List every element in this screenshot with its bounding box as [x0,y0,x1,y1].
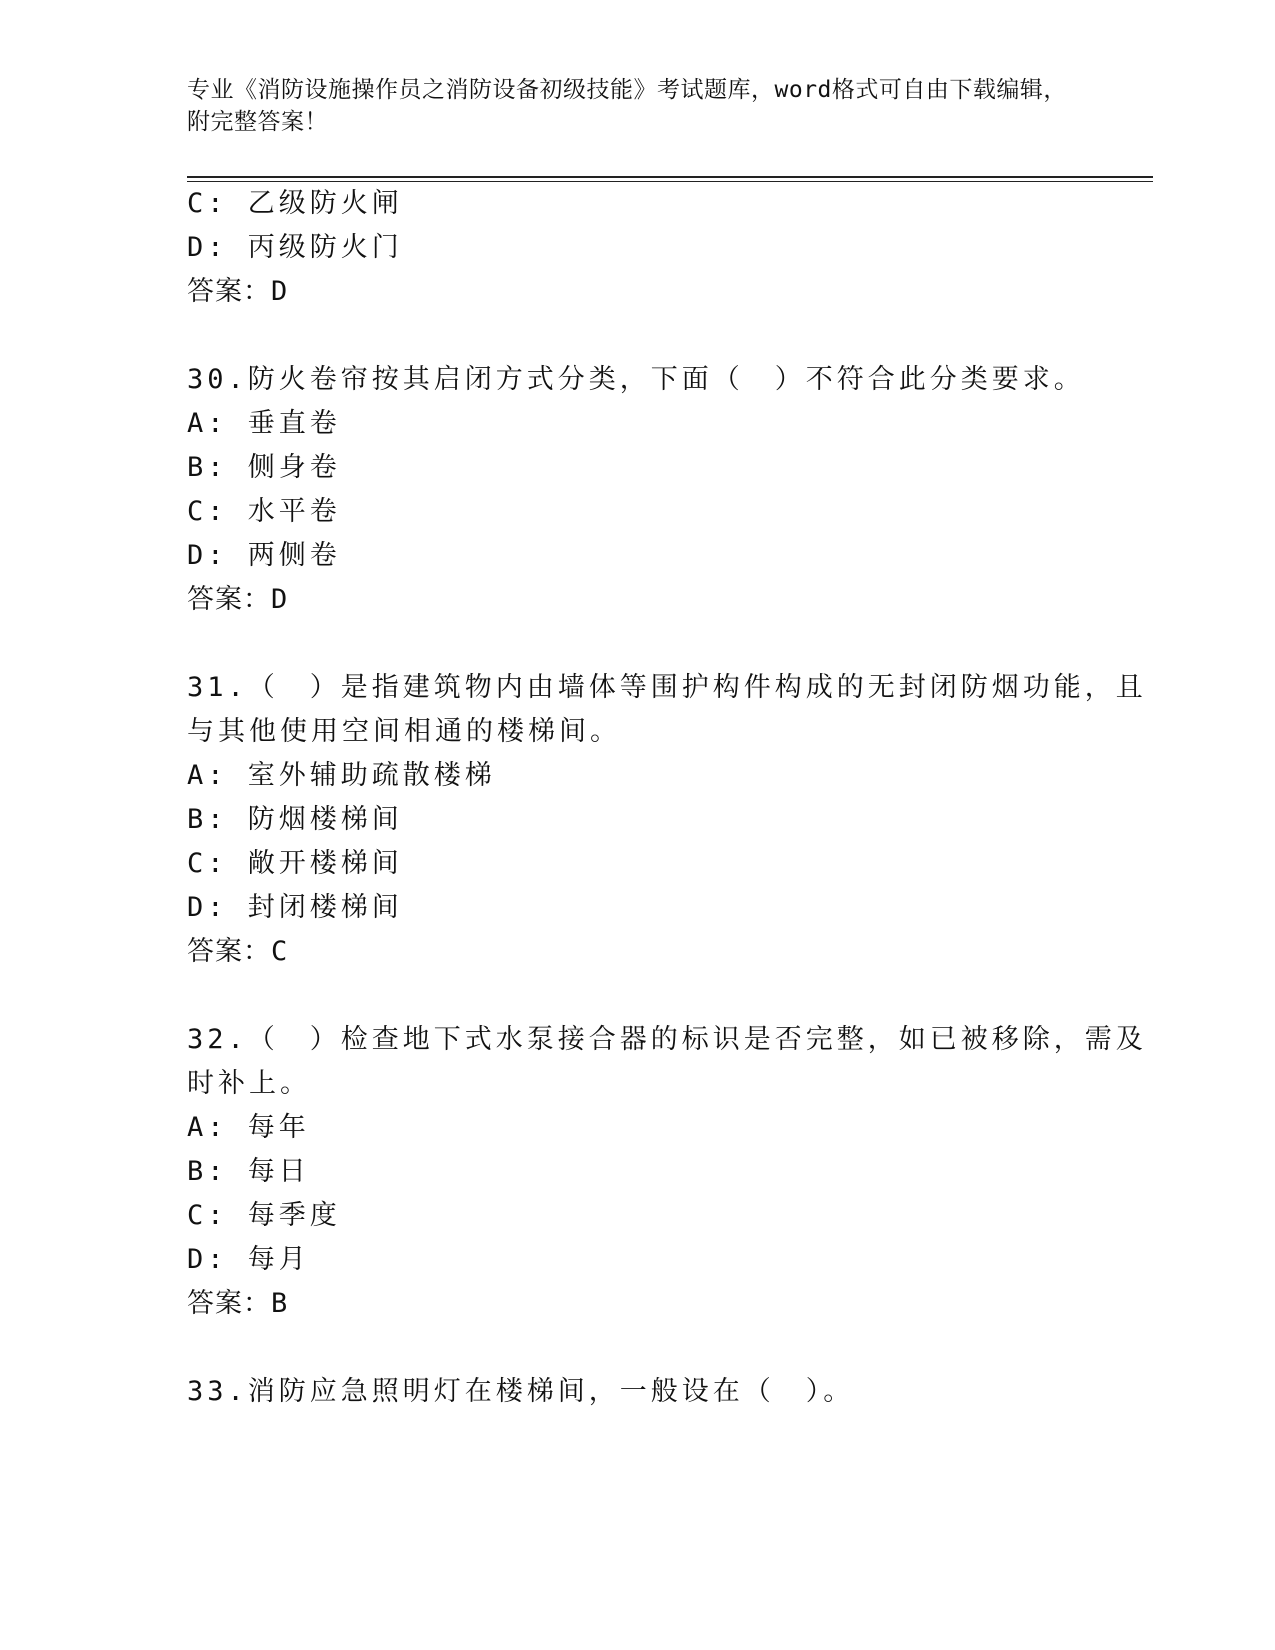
header-divider-thin [187,181,1153,182]
q30-option-a: A: 垂直卷 [187,408,341,439]
q31-answer: 答案：C [187,936,289,967]
q32-option-a: A: 每年 [187,1112,310,1143]
q31-option-a: A: 室外辅助疏散楼梯 [187,760,496,791]
q31-option-b: B: 防烟楼梯间 [187,804,403,835]
q31-option-d: D: 封闭楼梯间 [187,892,403,923]
q32-stem-line-1: 32.（ ）检查地下式水泵接合器的标识是否完整，如已被移除，需及 [187,1024,1147,1055]
q29-option-d: D: 丙级防火门 [187,232,403,263]
q29-option-c: C: 乙级防火闸 [187,188,403,219]
q32-option-d: D: 每月 [187,1244,310,1275]
q29-answer: 答案：D [187,276,289,307]
q31-option-c: C: 敞开楼梯间 [187,848,403,879]
q32-option-b: B: 每日 [187,1156,310,1187]
q30-option-b: B: 侧身卷 [187,452,341,483]
q33-stem: 33.消防应急照明灯在楼梯间，一般设在（ ）。 [187,1376,855,1407]
page-header: 专业《消防设施操作员之消防设备初级技能》考试题库，word格式可自由下载编辑，附完整答案！ [187,77,1067,135]
q30-answer: 答案：D [187,584,289,615]
q31-stem-line-2: 与其他使用空间相通的楼梯间。 [187,716,621,747]
q30-stem: 30.防火卷帘按其启闭方式分类，下面（ ）不符合此分类要求。 [187,364,1085,395]
q32-option-c: C: 每季度 [187,1200,341,1231]
q32-answer: 答案：B [187,1288,289,1319]
q32-stem-line-2: 时补上。 [187,1068,311,1099]
q30-option-c: C: 水平卷 [187,496,341,527]
q31-stem-line-1: 31.（ ）是指建筑物内由墙体等围护构件构成的无封闭防烟功能，且 [187,672,1147,703]
header-divider-thick [187,176,1153,178]
q30-option-d: D: 两侧卷 [187,540,341,571]
